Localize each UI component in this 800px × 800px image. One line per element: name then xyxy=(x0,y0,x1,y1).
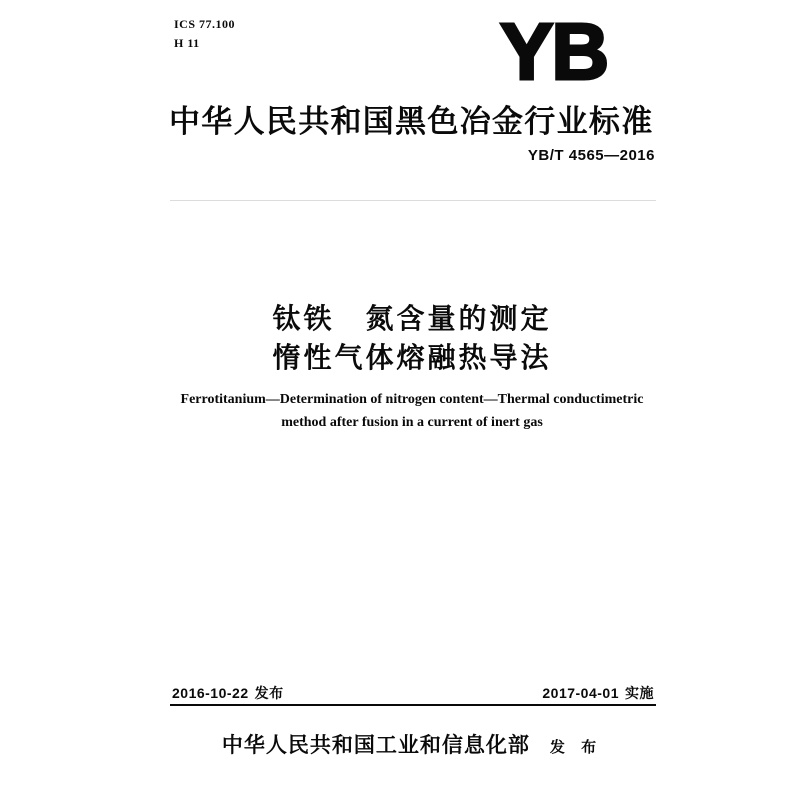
document-title-line2: 惰性气体熔融热导法 xyxy=(272,342,552,373)
document-title-en-line2: method after fusion in a current of inert gas xyxy=(281,415,543,430)
issue-date-block xyxy=(172,683,284,703)
document-title-chinese xyxy=(107,299,717,377)
publisher-row xyxy=(107,729,717,759)
document-title-english xyxy=(107,388,717,434)
document-title-line1: 钛铁 氮含量的测定 xyxy=(272,303,552,334)
issue-date-label: 发布 xyxy=(254,685,284,701)
footer-divider-rule xyxy=(170,704,656,706)
implementation-date-block xyxy=(542,683,654,703)
ics-block xyxy=(174,15,235,53)
publish-action-label: 发 布 xyxy=(549,739,603,756)
issue-date: 2016-10-22 xyxy=(172,685,249,701)
document-title-en-line1: Ferrotitanium—Determination of nitrogen content—Thermal conductimetric xyxy=(180,392,644,407)
ics-code: ICS 77.100 xyxy=(174,17,236,31)
publisher-name: 中华人民共和国工业和信息化部 xyxy=(221,734,530,757)
standard-category-title: 中华人民共和国黑色冶金行业标准 xyxy=(169,104,654,139)
yb-standard-logo: YB xyxy=(500,7,608,96)
implementation-date-label: 实施 xyxy=(625,685,654,701)
classification-code: H 11 xyxy=(174,36,200,51)
header-divider-rule xyxy=(170,200,656,201)
dates-row xyxy=(172,683,654,703)
standard-number: YB/T 4565—2016 xyxy=(527,147,655,164)
implementation-date: 2017-04-01 xyxy=(542,685,619,701)
